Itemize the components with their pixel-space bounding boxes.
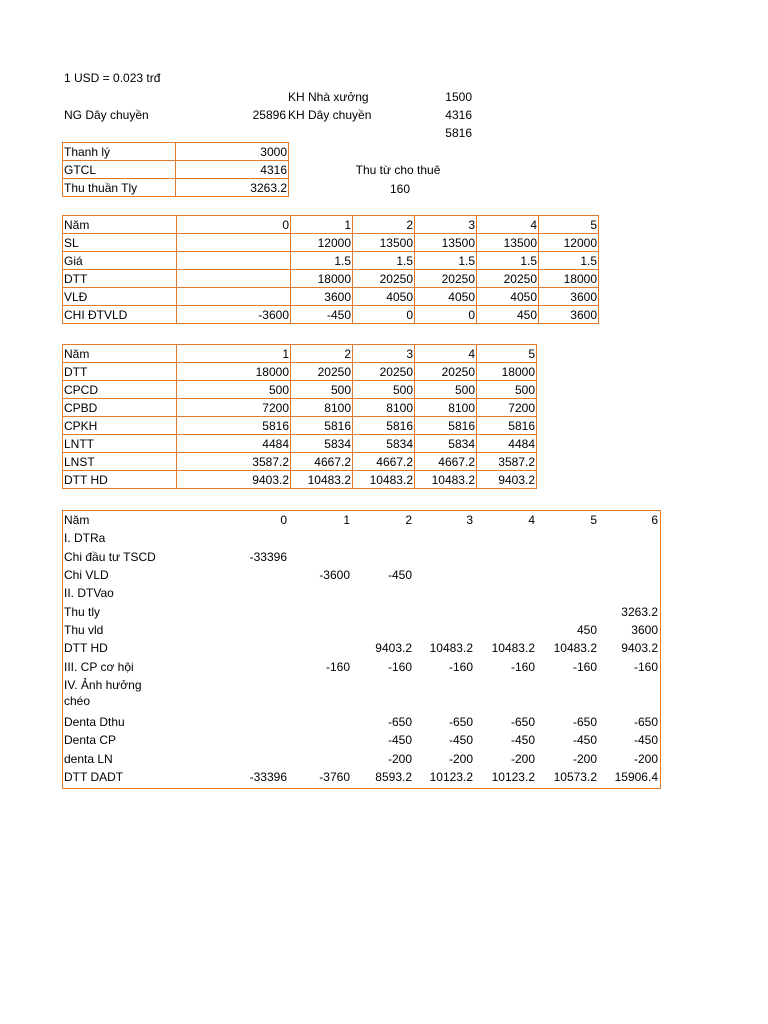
table-row <box>63 566 658 584</box>
table-row <box>63 161 289 179</box>
cell: 10123.2 <box>491 770 535 784</box>
cell: 4484 <box>177 435 291 453</box>
row-label: IV. Ảnh hưởng <box>64 678 142 692</box>
row-label: CPCD <box>63 381 177 399</box>
rent-income-value: 160 <box>389 182 410 196</box>
row-label: Năm <box>63 216 177 234</box>
cell: 4050 <box>477 288 539 306</box>
cell: 4667.2 <box>415 453 477 471</box>
cell: 3587.2 <box>177 453 291 471</box>
cell: -650 <box>387 715 412 729</box>
cell: 4 <box>415 345 477 363</box>
cell: 5834 <box>353 435 415 453</box>
table-row <box>63 143 289 161</box>
cell: Thu thuần Tly <box>63 179 176 197</box>
cell <box>177 270 291 288</box>
cell: 15906.4 <box>614 770 658 784</box>
cell: 3 <box>466 513 473 527</box>
cell: 3 <box>353 345 415 363</box>
cell: -450 <box>387 568 412 582</box>
cell: 9403.2 <box>477 471 537 489</box>
cell: 4484 <box>477 435 537 453</box>
table-row <box>63 252 599 270</box>
cell: 10483.2 <box>415 471 477 489</box>
cell: Thanh lý <box>63 143 176 161</box>
cell: 500 <box>353 381 415 399</box>
cell <box>177 288 291 306</box>
cell: -160 <box>448 660 473 674</box>
cell: 0 <box>177 216 291 234</box>
cell: -650 <box>572 715 597 729</box>
cell: -450 <box>291 306 353 324</box>
table-row <box>63 435 537 453</box>
operating-cashflow-table <box>62 344 537 489</box>
row-label: LNTT <box>63 435 177 453</box>
kh-nha-xuong-value: 1500 <box>445 90 472 104</box>
rent-income-label: Thu từ cho thuê <box>355 163 441 177</box>
cell: 3 <box>415 216 477 234</box>
cell: 20250 <box>353 270 415 288</box>
cell: 5816 <box>415 417 477 435</box>
table-row <box>63 692 658 710</box>
table-row <box>63 179 289 197</box>
cell: 10123.2 <box>429 770 473 784</box>
row-label: Giá <box>63 252 177 270</box>
cell: 10483.2 <box>491 641 535 655</box>
cell: 1.5 <box>291 252 353 270</box>
cell: 5816 <box>291 417 353 435</box>
table-row <box>63 417 537 435</box>
cell: -160 <box>325 660 350 674</box>
cell: 9403.2 <box>375 641 412 655</box>
disposal-table <box>62 142 289 197</box>
kh-day-chuyen-label: KH Dây chuyền <box>288 108 372 122</box>
cell: 0 <box>415 306 477 324</box>
table-row <box>63 399 537 417</box>
cell: 18000 <box>539 270 599 288</box>
cell: 5834 <box>415 435 477 453</box>
row-label: Năm <box>63 345 177 363</box>
cell: 20250 <box>415 270 477 288</box>
cell: -450 <box>510 733 535 747</box>
row-label: CHI ĐTVLD <box>63 306 177 324</box>
table-row <box>63 750 658 768</box>
table-row <box>63 713 658 731</box>
cell: 12000 <box>291 234 353 252</box>
table-row <box>63 471 537 489</box>
cell: -3600 <box>177 306 291 324</box>
cell: 4050 <box>353 288 415 306</box>
row-label: Chi VLD <box>64 568 109 582</box>
cell: 3600 <box>539 306 599 324</box>
cell: -200 <box>448 752 473 766</box>
table-row <box>63 658 658 676</box>
table-row <box>63 511 658 529</box>
row-label: denta LN <box>64 752 113 766</box>
table-row <box>63 216 599 234</box>
cell: -450 <box>633 733 658 747</box>
row-label: DTT DADT <box>64 770 124 784</box>
row-label: VLĐ <box>63 288 177 306</box>
cell: -33396 <box>249 550 287 564</box>
cell: 7200 <box>177 399 291 417</box>
table-row <box>63 529 658 547</box>
cell: 12000 <box>539 234 599 252</box>
cell: 4 <box>528 513 535 527</box>
cell: 10483.2 <box>291 471 353 489</box>
cell: -3600 <box>319 568 350 582</box>
table-row <box>63 453 537 471</box>
cell: 5 <box>477 345 537 363</box>
cell: 450 <box>477 306 539 324</box>
cell: 8100 <box>353 399 415 417</box>
row-label: CPBD <box>63 399 177 417</box>
cell: 10483.2 <box>429 641 473 655</box>
cell: 6 <box>651 513 658 527</box>
table-row <box>63 381 537 399</box>
cell: 1.5 <box>539 252 599 270</box>
project-cashflow-table <box>62 510 661 789</box>
cell: 20250 <box>477 270 539 288</box>
cell: 1 <box>177 345 291 363</box>
cell: 10483.2 <box>553 641 597 655</box>
row-label: CPKH <box>63 417 177 435</box>
cell: 3263.2 <box>176 179 289 197</box>
cell: 0 <box>353 306 415 324</box>
cell: -160 <box>387 660 412 674</box>
cell: 5816 <box>177 417 291 435</box>
cell: 18000 <box>477 363 537 381</box>
row-label: SL <box>63 234 177 252</box>
cell: 4667.2 <box>353 453 415 471</box>
cell: 13500 <box>477 234 539 252</box>
cell: -450 <box>448 733 473 747</box>
row-label: DTT HD <box>63 471 177 489</box>
cell: 10573.2 <box>553 770 597 784</box>
table-row <box>63 548 658 566</box>
cell: 500 <box>177 381 291 399</box>
row-label: II. DTVao <box>64 586 114 600</box>
cell: 8100 <box>291 399 353 417</box>
row-label: Chi đầu tư TSCD <box>64 550 156 564</box>
row-label: DTT HD <box>64 641 108 655</box>
cell: 500 <box>415 381 477 399</box>
row-label: Thu vld <box>64 623 104 637</box>
cell: 3600 <box>291 288 353 306</box>
cell: -160 <box>633 660 658 674</box>
cell: 4050 <box>415 288 477 306</box>
cell: 4667.2 <box>291 453 353 471</box>
table-row <box>63 270 599 288</box>
row-label: Năm <box>64 513 90 527</box>
cell: -200 <box>387 752 412 766</box>
table-row <box>63 603 658 621</box>
row-label: Denta CP <box>64 733 117 747</box>
cell: 5816 <box>477 417 537 435</box>
cell: 10483.2 <box>353 471 415 489</box>
ng-day-chuyen-value: 25896 <box>252 108 286 122</box>
cell: -33396 <box>249 770 287 784</box>
table-row <box>63 363 537 381</box>
cell: 5816 <box>353 417 415 435</box>
table-row <box>63 306 599 324</box>
cell: 3263.2 <box>621 605 658 619</box>
cell: 3600 <box>631 623 658 637</box>
cell: 5 <box>539 216 599 234</box>
table-row <box>63 288 599 306</box>
table-row <box>63 584 658 602</box>
cell: 8100 <box>415 399 477 417</box>
table-row <box>63 731 658 749</box>
cell: 13500 <box>415 234 477 252</box>
cell: 18000 <box>177 363 291 381</box>
cell: 13500 <box>353 234 415 252</box>
cell: 5834 <box>291 435 353 453</box>
table-row <box>63 768 658 786</box>
cell: -200 <box>633 752 658 766</box>
cell: -650 <box>448 715 473 729</box>
row-label: I. DTRa <box>64 531 106 545</box>
cell: 1.5 <box>415 252 477 270</box>
row-label: Thu tly <box>64 605 101 619</box>
table-row <box>63 621 658 639</box>
cell: 0 <box>280 513 287 527</box>
cell: -650 <box>633 715 658 729</box>
table-row <box>63 234 599 252</box>
cell: 20250 <box>415 363 477 381</box>
cell: 20250 <box>291 363 353 381</box>
cell: 1.5 <box>477 252 539 270</box>
cell: -450 <box>387 733 412 747</box>
cell <box>177 252 291 270</box>
cell: 3600 <box>539 288 599 306</box>
cell: -3760 <box>319 770 350 784</box>
cell: -650 <box>510 715 535 729</box>
cell: 20250 <box>353 363 415 381</box>
cell: 4 <box>477 216 539 234</box>
cell: 2 <box>405 513 412 527</box>
row-label: LNST <box>63 453 177 471</box>
cell: -160 <box>572 660 597 674</box>
cell: 18000 <box>291 270 353 288</box>
row-label: Denta Dthu <box>64 715 125 729</box>
row-label: III. CP cơ hội <box>64 660 134 674</box>
row-label: chéo <box>64 694 91 708</box>
cell: 2 <box>291 345 353 363</box>
cell: 450 <box>576 623 597 637</box>
kh-nha-xuong-label: KH Nhà xưởng <box>288 90 369 104</box>
cell: 4316 <box>176 161 289 179</box>
cell: -200 <box>572 752 597 766</box>
cell: 8593.2 <box>375 770 412 784</box>
cell: 1 <box>343 513 350 527</box>
cell: 500 <box>291 381 353 399</box>
cell <box>177 234 291 252</box>
cell: 1 <box>291 216 353 234</box>
cell: 1.5 <box>353 252 415 270</box>
working-capital-table <box>62 215 599 324</box>
cell: 500 <box>477 381 537 399</box>
cell: -450 <box>572 733 597 747</box>
ng-day-chuyen-label: NG Dây chuyền <box>64 108 149 122</box>
table-row <box>63 639 658 657</box>
cell: 9403.2 <box>177 471 291 489</box>
cell: 3000 <box>176 143 289 161</box>
row-label: DTT <box>63 270 177 288</box>
cell: 2 <box>353 216 415 234</box>
cell: 5 <box>590 513 597 527</box>
kh-total-value: 5816 <box>445 126 472 140</box>
cell: GTCL <box>63 161 176 179</box>
table-row <box>63 345 537 363</box>
cell: 9403.2 <box>621 641 658 655</box>
kh-day-chuyen-value: 4316 <box>445 108 472 122</box>
cell: 7200 <box>477 399 537 417</box>
exchange-rate-note: 1 USD = 0.023 trđ <box>64 71 161 85</box>
cell: -200 <box>510 752 535 766</box>
row-label: DTT <box>63 363 177 381</box>
cell: 3587.2 <box>477 453 537 471</box>
cell: -160 <box>510 660 535 674</box>
